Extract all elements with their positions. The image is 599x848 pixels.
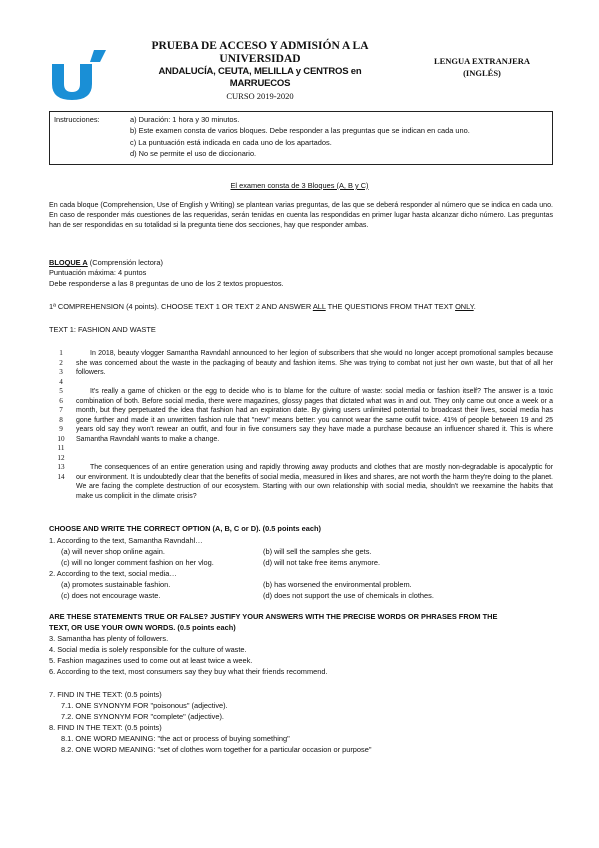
line-number: 8 <box>59 415 63 424</box>
subject-line1: LENGUA EXTRANJERA <box>433 56 531 66</box>
mc-question-2: 2. According to the text, social media… <box>49 569 177 578</box>
mc-option: (a) will never shop online again. <box>61 547 165 556</box>
text1-paragraph-1: In 2018, beauty vlogger Samantha Ravndahl announced to her legion of subscribers that she would no longer accept promotional samples because she was concerned about the waste in the packaging of beauty and fashion items. She was trying to combat not just her own waste, but that of all her followers. <box>76 350 553 376</box>
find-item: 8.1. ONE WORD MEANING: "the act or process of buying something" <box>61 734 290 743</box>
line-number: 13 <box>57 463 65 471</box>
comprehension-instruction <box>49 302 476 312</box>
tf-statement: 3. Samantha has plenty of followers. <box>49 634 169 643</box>
tf-statement: 6. According to the text, most consumers say they buy what their friends recommend. <box>49 667 328 676</box>
text1-title: TEXT 1: FASHION AND WASTE <box>49 325 156 334</box>
line-number: 1 <box>59 349 63 357</box>
comprehension-end: . <box>473 302 476 311</box>
mc-option: (b) will sell the samples she gets. <box>263 547 372 556</box>
find-question-7: 7. FIND IN THE TEXT: (0.5 points) <box>49 690 162 699</box>
block-a-heading <box>49 258 163 268</box>
mc-option: (c) will no longer comment fashion on her vlog. <box>61 558 214 567</box>
line-number: 5 <box>59 387 63 395</box>
comprehension-pre: 1ª COMPREHENSION (4 points). CHOOSE TEXT 1 OR TEXT 2 AND ANSWER <box>49 302 313 311</box>
line-number: 14 <box>57 472 65 481</box>
find-item: 7.1. ONE SYNONYM FOR "poisonous" (adjective). <box>61 701 228 710</box>
find-item: 7.2. ONE SYNONYM FOR "complete" (adjective). <box>61 712 224 721</box>
text1-paragraph-3: The consequences of an entire generation using and rapidly throwing away products and clothes that are mostly non-degradable is apocalyptic for our environment. It is undoubtedly clear that the benefits of social media, measured in likes and shares, are not worth the harm they're doing to the planet. We are facing the complete destruction of our ecosystem. Starting with our own relationship with social media, shouldn't we reexamine the habits that make us complicit in the climate crisis? <box>76 464 553 500</box>
mc-question-1: 1. According to the text, Samantha Ravndahl… <box>49 536 203 545</box>
mc-option: (d) does not support the use of chemicals in clothes. <box>263 591 434 600</box>
intro-paragraph: En cada bloque (Comprehension, Use of English y Writing) se plantean varias preguntas, de las que se deberá responder al número que se indica en cada uno. En caso de responder más cuestiones de las requeridas, serán tenidas en cuenta las respondidas en primer lugar hasta alcanzar dicho número. Las preguntas han de ser respondidas en su totalidad si la pregunta tiene dos secciones, hay que responder ambas. <box>49 201 553 229</box>
line-number: 10 <box>57 434 65 443</box>
instruction-item: d) No se permite el uso de diccionario. <box>130 148 257 158</box>
instructions-list <box>130 114 470 159</box>
exam-region: ANDALUCÍA, CEUTA, MELILLA y CENTROS en MARRUECOS <box>158 66 362 89</box>
tf-section-title-1: ARE THESE STATEMENTS TRUE OR FALSE? JUSTIFY YOUR ANSWERS WITH THE PRECISE WORDS OR PHRASES FROM THE <box>49 612 498 621</box>
exam-course: CURSO 2019-2020 <box>226 91 294 101</box>
line-number: 7 <box>59 406 63 414</box>
line-number: 4 <box>59 377 63 386</box>
block-a-subtitle: (Comprensión lectora) <box>87 258 163 267</box>
find-question-8: 8. FIND IN THE TEXT: (0.5 points) <box>49 723 162 732</box>
line-number: 6 <box>59 396 63 405</box>
tf-section-title-2: TEXT, OR USE YOUR OWN WORDS. (0.5 points each) <box>49 623 236 632</box>
structure-title: El examen consta de 3 Bloques (A, B y C) <box>230 181 369 190</box>
instruction-item: c) La puntuación está indicada en cada uno de los apartados. <box>130 137 332 147</box>
exam-title-line1: PRUEBA DE ACCESO Y ADMISIÓN A LA <box>151 40 369 52</box>
line-number: 9 <box>59 425 63 433</box>
line-number: 12 <box>57 453 65 462</box>
instructions-box <box>49 111 553 165</box>
mc-option: (b) has worsened the environmental problem. <box>263 580 412 589</box>
mc-option: (d) will not take free items anymore. <box>263 558 381 567</box>
line-number: 2 <box>59 358 63 367</box>
comprehension-mid: THE QUESTIONS FROM THAT TEXT <box>325 302 456 311</box>
exam-header <box>130 40 390 102</box>
university-logo <box>50 50 108 100</box>
subject-line2: (INGLÉS) <box>463 68 501 78</box>
text1-paragraph-2: It's really a game of chicken or the egg to decide who is to blame for the culture of waste: social media or fashion itself? The answer is a toxic combination of both. Before social media, there were magazines, glossy pages that dictated what was in and out. They only came out once a week or a month, but they perpetuated the idea that fashion had an expiration date. By giving users unlimited potential to broadcast their lives, social media has gone further and made it an unwritten fashion rule that "new" means better: you cannot wear the same outfit twice. 41% of people between 19 and 25 years old say they won't rewear an outfit, and four in five consumers say they have made a purchase because an influencer shared it. This is where Samantha Ravndahl wants to make a change. <box>76 388 553 443</box>
mc-section-title: CHOOSE AND WRITE THE CORRECT OPTION (A, B, C or D). (0.5 points each) <box>49 524 321 533</box>
find-item: 8.2. ONE WORD MEANING: "set of clothes worn together for a particular occasion or purpose" <box>61 745 372 754</box>
mc-option: (c) does not encourage waste. <box>61 591 161 600</box>
block-a-title: BLOQUE A <box>49 258 88 267</box>
line-number: 11 <box>57 444 65 452</box>
mc-option: (a) promotes sustainable fashion. <box>61 580 171 589</box>
comprehension-all: ALL <box>312 302 326 311</box>
instruction-item: b) Este examen consta de varios bloques. Debe responder a las preguntas que se indican en cada uno. <box>130 126 470 136</box>
line-number: 3 <box>59 368 63 376</box>
exam-title-line2: UNIVERSIDAD <box>219 53 301 65</box>
instruction-item: a) Duración: 1 hora y 30 minutos. <box>130 115 240 124</box>
instructions-label: Instrucciones: <box>54 115 100 124</box>
comprehension-only: ONLY <box>455 302 474 311</box>
block-a-instruction: Debe responderse a las 8 preguntas de uno de los 2 textos propuestos. <box>49 279 284 288</box>
exam-subject <box>412 55 552 79</box>
tf-statement: 4. Social media is solely responsible for the culture of waste. <box>49 645 247 654</box>
block-a-score: Puntuación máxima: 4 puntos <box>49 268 147 277</box>
tf-statement: 5. Fashion magazines used to come out at least twice a week. <box>49 656 253 665</box>
line-numbers <box>54 349 68 482</box>
